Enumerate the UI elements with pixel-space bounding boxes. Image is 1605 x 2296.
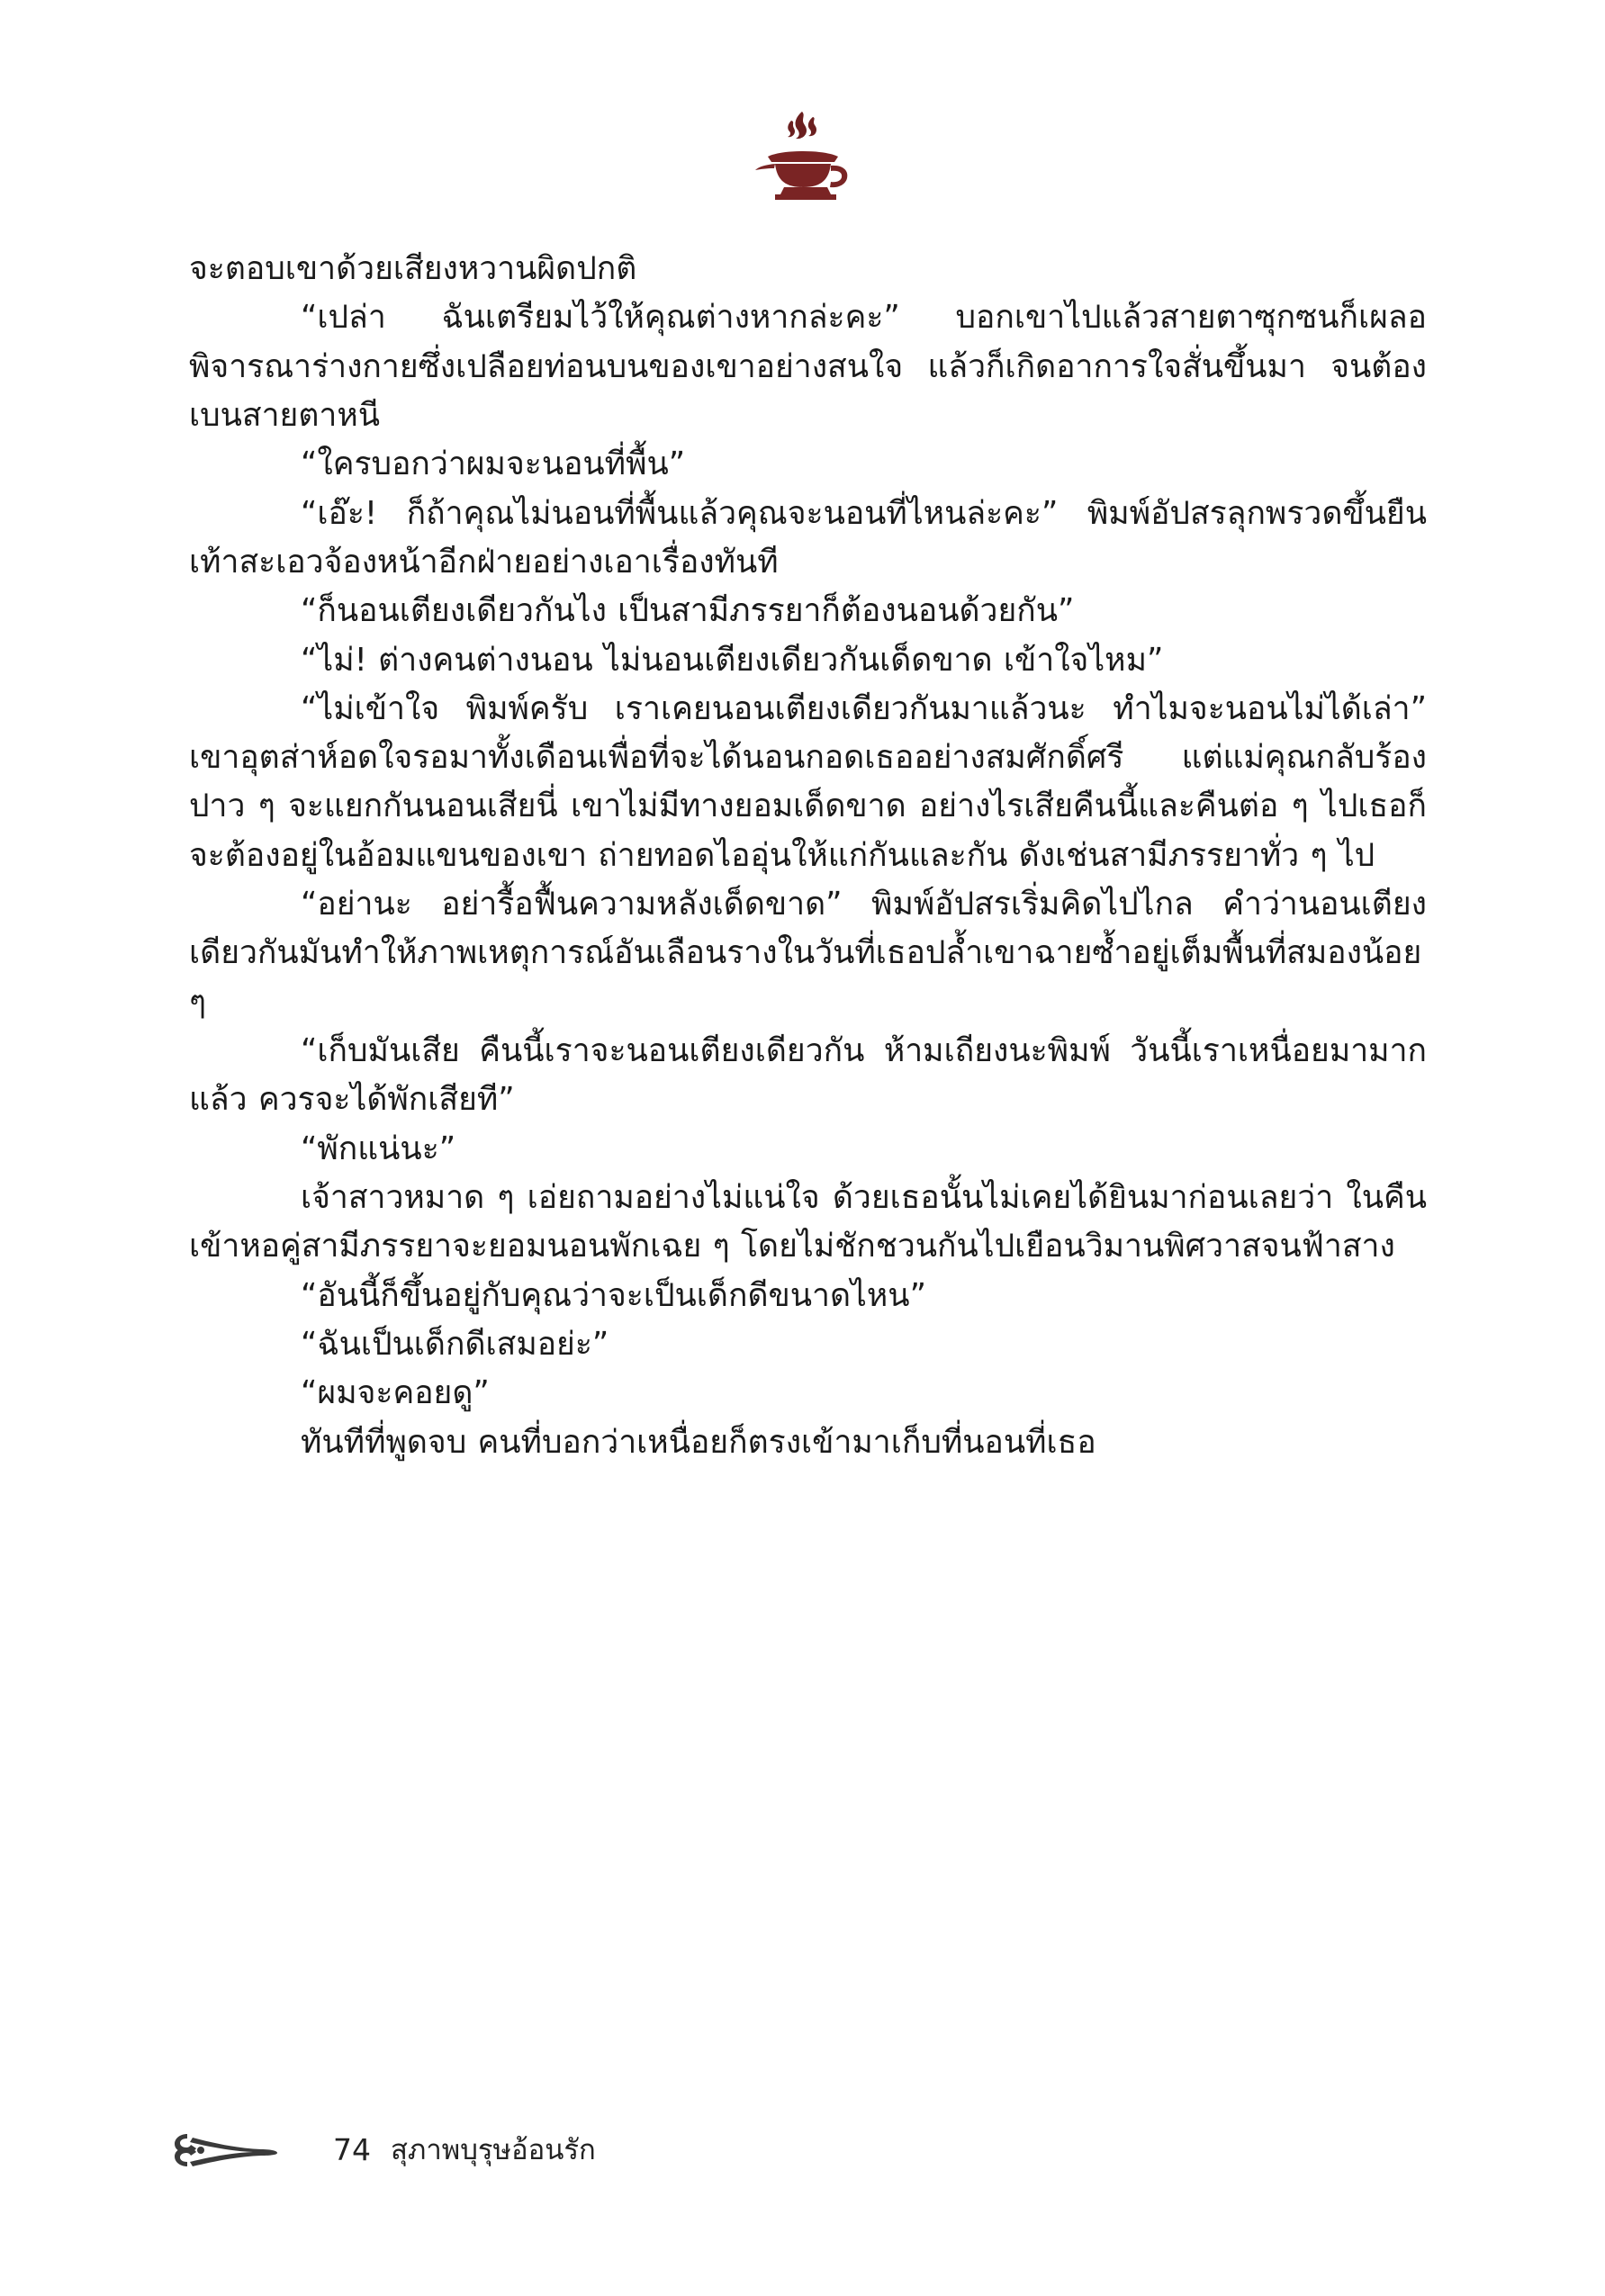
paragraph: “ผมจะคอยดู”	[301, 1374, 490, 1412]
paragraph: “ใครบอกว่าผมจะนอนที่พื้น”	[301, 446, 686, 483]
header-ornament	[0, 106, 1605, 205]
scissors-icon	[171, 2125, 279, 2174]
paragraph: ทันทีที่พูดจบ คนที่บอกว่าเหนื่อยก็ตรงเข้ามาเก็บที่นอนที่เธอ	[301, 1423, 1096, 1461]
paragraph: “พักแน่นะ”	[301, 1130, 456, 1167]
paragraph: “เปล่า ฉันเตรียมไว้ให้คุณต่างหากล่ะคะ” บอกเขาไปแล้วสายตาซุกซนก็เผลอพิจารณาร่างกายซึ่งเปลือยท่อนบนของเขาอย่างสนใจ แล้วก็เกิดอาการใจสั่นขึ้นมา จนต้องเบนสายตาหนี	[189, 299, 1427, 434]
paragraph: “ไม่เข้าใจ พิมพ์ครับ เราเคยนอนเตียงเดียวกันมาแล้วนะ ทำไมจะนอนไม่ได้เล่า” เขาอุตส่าห์อดใจรอมาทั้งเดือนเพื่อที่จะได้นอนกอดเธออย่างสมศักดิ์ศรี แต่แม่คุณกลับร้องปาว ๆ จะแยกกันนอนเสียนี่ เขาไม่มีทางยอมเด็ดขาด อย่างไรเสียคืนนี้และคืนต่อ ๆ ไปเธอก็จะต้องอยู่ในอ้อมแขนของเขา ถ่ายทอดไออุ่นให้แก่กันและกัน ดังเช่นสามีภรรยาทั่ว ๆ ไป	[189, 689, 1427, 874]
page-body-text	[189, 245, 1427, 1467]
page-footer	[176, 2125, 596, 2174]
paragraph: “ไม่! ต่างคนต่างนอน ไม่นอนเตียงเดียวกันเด็ดขาด เข้าใจไหม”	[301, 641, 1164, 679]
paragraph: “เอ๊ะ! ก็ถ้าคุณไม่นอนที่พื้นแล้วคุณจะนอนที่ไหนล่ะคะ” พิมพ์อัปสรลุกพรวดขึ้นยืนเท้าสะเอวจ้องหน้าอีกฝ่ายอย่างเอาเรื่องทันที	[189, 494, 1427, 581]
paragraph: “ก็นอนเตียงเดียวกันไง เป็นสามีภรรยาก็ต้องนอนด้วยกัน”	[301, 592, 1075, 630]
paragraph: จะตอบเขาด้วยเสียงหวานผิดปกติ	[189, 250, 637, 287]
book-title: สุภาพบุรุษอ้อนรัก	[391, 2134, 596, 2166]
paragraph: “เก็บมันเสีย คืนนี้เราจะนอนเตียงเดียวกัน ห้ามเถียงนะพิมพ์ วันนี้เราเหนื่อยมามากแล้ว ควรจะได้พักเสียที”	[189, 1032, 1427, 1119]
page-number: 74	[333, 2131, 371, 2167]
paragraph: “อย่านะ อย่ารื้อฟื้นความหลังเด็ดขาด” พิมพ์อัปสรเริ่มคิดไปไกล คำว่านอนเตียงเดียวกันมันทำให้ภาพเหตุการณ์อันเลือนรางในวันที่เธอปล้ำเขาฉายซ้ำอยู่เต็มพื้นที่สมองน้อย ๆ	[189, 886, 1427, 1021]
paragraph: “อันนี้ก็ขึ้นอยู่กับคุณว่าจะเป็นเด็กดีขนาดไหน”	[301, 1276, 926, 1314]
oil-lamp-ornament-icon	[735, 106, 870, 205]
paragraph: “ฉันเป็นเด็กดีเสมอย่ะ”	[301, 1325, 609, 1363]
paragraph: เจ้าสาวหมาด ๆ เอ่ยถามอย่างไม่แน่ใจ ด้วยเธอนั้นไม่เคยได้ยินมาก่อนเลยว่า ในคืนเข้าหอคู่สามีภรรยาจะยอมนอนพักเฉย ๆ โดยไม่ชักชวนกันไปเยือนวิมานพิศวาสจนฟ้าสาง	[189, 1178, 1427, 1265]
